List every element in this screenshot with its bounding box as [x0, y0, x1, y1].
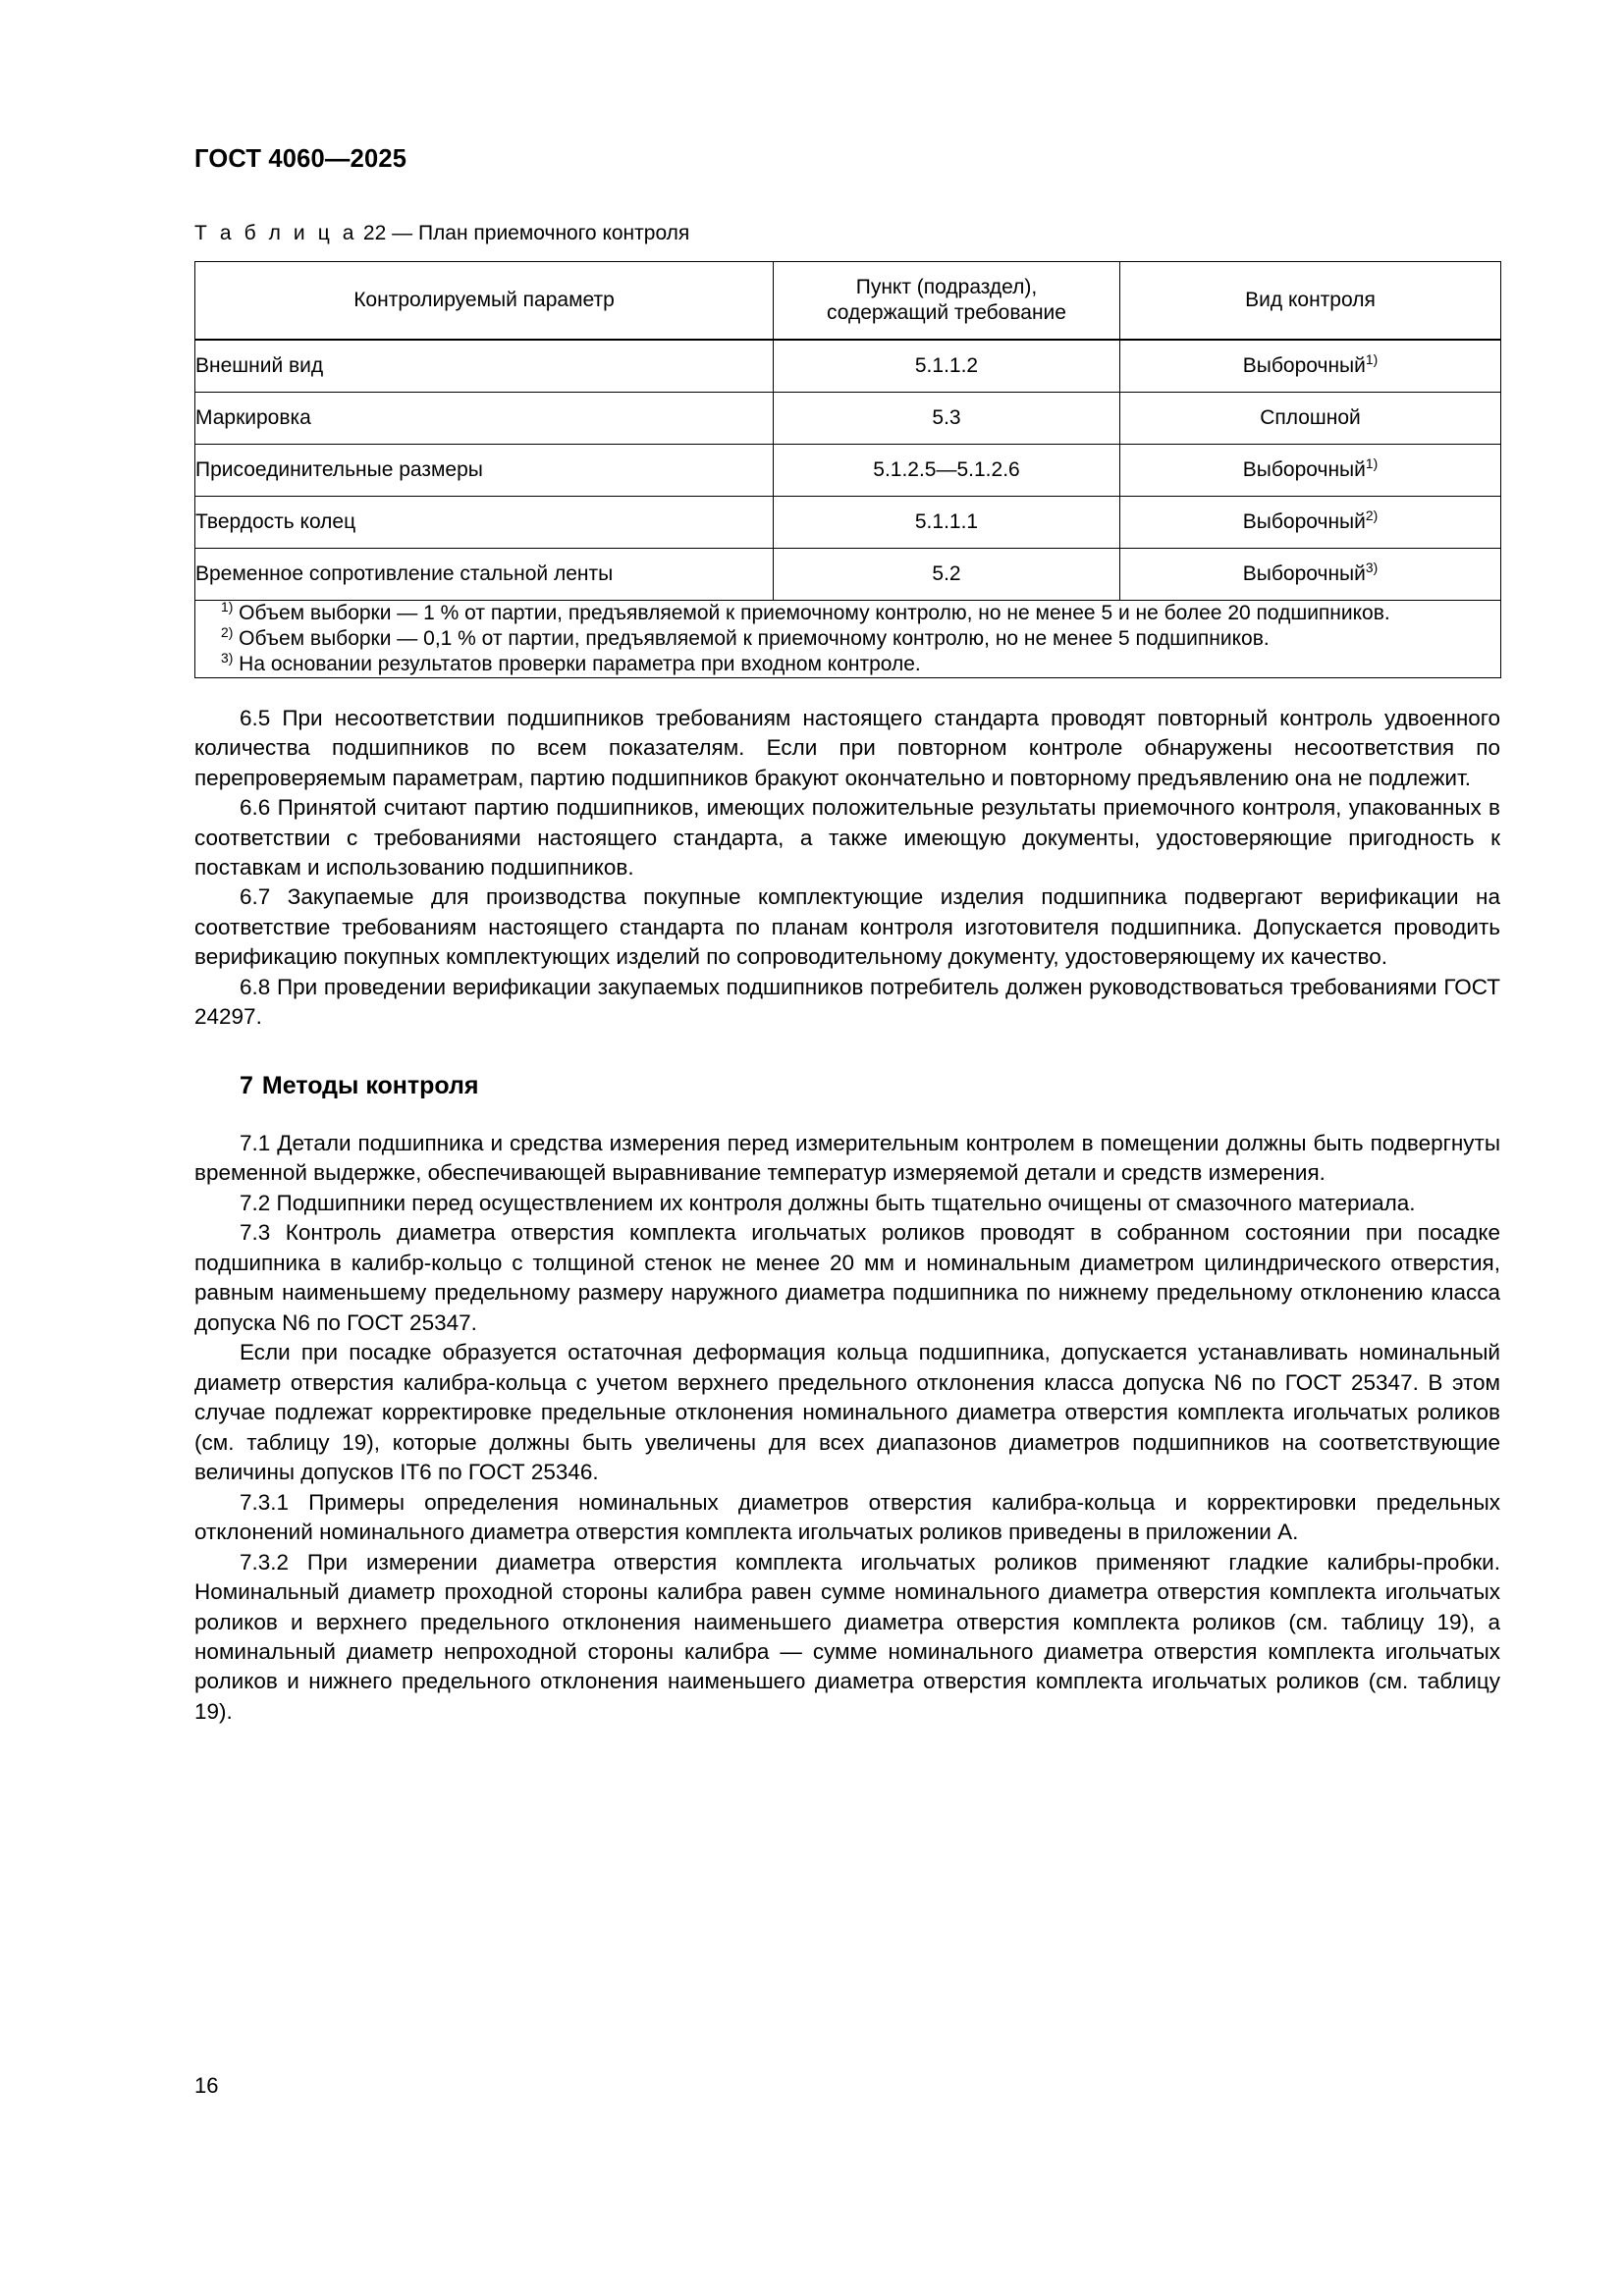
cell-kind	[1120, 340, 1501, 393]
footnote-ref: 2)	[1365, 507, 1379, 524]
cell-kind-text: Выборочный	[1242, 354, 1366, 378]
table-note-text: Объем выборки — 1 % от партии, предъявляемой к приемочному контролю, но не менее 5 и не более 20 подшипников.	[239, 602, 1390, 624]
body-text	[194, 704, 1500, 1728]
table-header-row	[195, 262, 1501, 341]
section-heading-7	[194, 1070, 1500, 1103]
page-number: 16	[194, 2073, 219, 2098]
paragraph-7-3-1: 7.3.1 Примеры определения номинальных диаметров отверстия калибра-кольца и корректировки предельных отклонений номинального диаметра отверстия комплекта игольчатых роликов приведены в приложении А.	[194, 1489, 1500, 1545]
acceptance-control-plan-table	[194, 261, 1501, 678]
section-number: 7	[240, 1071, 253, 1099]
cell-clause: 5.1.1.1	[774, 497, 1120, 549]
table-note	[195, 626, 1500, 651]
paragraph-7-3-2: 7.3.2 При измерении диаметра отверстия комплекта игольчатых роликов применяют гладкие калибры-пробки. Номинальный диаметр проходной стороны калибра равен сумме номинального диаметра отверстия комплекта игольчатых роликов и верхнего предельного отклонения наименьшего диаметра отверстия комплекта роликов (см. таблицу 19), а номинальный диаметр непроходной стороны калибра — сумме номинального диаметра отверстия комплекта игольчатых роликов и нижнего предельного отклонения наименьшего диаметра отверстия комплекта игольчатых роликов (см. таблицу 19).	[194, 1549, 1500, 1724]
column-header-clause-line2: содержащий требование	[827, 301, 1066, 324]
paragraph-7-3: 7.3 Контроль диаметра отверстия комплекта игольчатых роликов проводят в собранном состоянии при посадке подшипника в калибр-кольцо с толщиной стенок не менее 20 мм и номинальным диаметром цилиндрического отверстия, равным наименьшему предельному размеру наружного диаметра подшипника по нижнему предельному отклонению класса допуска N6 по ГОСТ 25347.	[194, 1220, 1500, 1335]
cell-kind	[1120, 445, 1501, 497]
table-caption-number: 22	[362, 222, 387, 244]
column-header-clause	[774, 262, 1120, 341]
table-note	[195, 652, 1500, 676]
cell-kind-text: Сплошной	[1260, 406, 1361, 430]
column-header-parameter: Контролируемый параметр	[195, 262, 774, 341]
footnote-ref: 1)	[1365, 455, 1379, 472]
cell-parameter: Временное сопротивление стальной ленты	[195, 549, 774, 601]
cell-kind-text: Выборочный	[1242, 562, 1366, 586]
paragraph-7-3-continued: Если при посадке образуется остаточная деформация кольца подшипника, допускается устанавливать номинальный диаметр отверстия калибра-кольца с учетом верхнего предельного отклонения класса допуска N6 по ГОСТ 25347. В этом случае подлежат корректировке предельные отклонения номинального диаметра отверстия комплекта игольчатых роликов (см. таблицу 19), которые должны быть увеличены для всех диапазонов диаметров подшипников на соответствующие величины допусков IT6 по ГОСТ 25346.	[194, 1340, 1500, 1485]
table-row	[195, 497, 1501, 549]
table-notes	[195, 601, 1501, 678]
cell-clause: 5.2	[774, 549, 1120, 601]
running-head: ГОСТ 4060—2025	[194, 145, 407, 173]
footnote-marker: 3)	[221, 650, 234, 667]
paragraph-6-8: 6.8 При проведении верификации закупаемых подшипников потребитель должен руководствоваться требованиями ГОСТ 24297.	[194, 974, 1500, 1030]
paragraph-6-5: 6.5 При несоответствии подшипников требованиям настоящего стандарта проводят повторный контроль удвоенного количества подшипников по всем показателям. Если при повторном контроле обнаружены несоответствия по перепроверяемым параметрам, партию подшипников бракуют окончательно и повторному предъявлению она не подлежит.	[194, 705, 1500, 790]
paragraph-7-1: 7.1 Детали подшипника и средства измерения перед измерительным контролем в помещении должны быть подвергнуты временной выдержке, обеспечивающей выравнивание температур измеряемой детали и средств измерения.	[194, 1130, 1500, 1186]
cell-kind	[1120, 549, 1501, 601]
cell-kind	[1120, 497, 1501, 549]
footnote-ref: 3)	[1365, 560, 1379, 576]
column-header-kind: Вид контроля	[1120, 262, 1501, 341]
table-note-text: На основании результатов проверки параметра при входном контроле.	[239, 653, 921, 676]
table-note-text: Объем выборки — 0,1 % от партии, предъявляемой к приемочному контролю, но не менее 5 подшипников.	[239, 627, 1270, 651]
table-row	[195, 393, 1501, 445]
page-content	[194, 222, 1500, 1727]
paragraph-7-2: 7.2 Подшипники перед осуществлением их контроля должны быть тщательно очищены от смазочного материала.	[240, 1190, 1416, 1215]
table-caption-dash: —	[392, 222, 413, 244]
cell-kind-text: Выборочный	[1242, 458, 1366, 482]
table-row	[195, 549, 1501, 601]
table-caption-title: План приемочного контроля	[417, 222, 690, 244]
cell-parameter: Присоединительные размеры	[195, 445, 774, 497]
cell-parameter: Внешний вид	[195, 340, 774, 393]
table-row	[195, 340, 1501, 393]
cell-clause: 5.3	[774, 393, 1120, 445]
table-caption	[194, 222, 1500, 245]
cell-kind	[1120, 393, 1501, 445]
cell-clause: 5.1.2.5—5.1.2.6	[774, 445, 1120, 497]
table-notes-row	[195, 601, 1501, 678]
table-caption-label: Т а б л и ц а	[194, 222, 358, 244]
footnote-ref: 1)	[1365, 351, 1379, 368]
table-row	[195, 445, 1501, 497]
paragraph-6-7: 6.7 Закупаемые для производства покупные комплектующие изделия подшипника подвергают верификации на соответствие требованиям настоящего стандарта по планам контроля изготовителя подшипника. Допускается проводить верификацию покупных комплектующих изделий по сопроводительному документу, удостоверяющему их качество.	[194, 884, 1500, 970]
paragraph-6-6: 6.6 Принятой считают партию подшипников, имеющих положительные результаты приемочного контроля, упакованных в соответствии с требованиями настоящего стандарта, а также имеющую документы, удостоверяющие пригодность к поставкам и использованию подшипников.	[194, 795, 1500, 880]
footnote-marker: 2)	[221, 624, 234, 641]
cell-kind-text: Выборочный	[1242, 510, 1366, 534]
footnote-marker: 1)	[221, 599, 234, 614]
cell-parameter: Маркировка	[195, 393, 774, 445]
cell-parameter: Твердость колец	[195, 497, 774, 549]
cell-clause: 5.1.1.2	[774, 340, 1120, 393]
section-title: Методы контроля	[261, 1071, 479, 1099]
table-note	[195, 601, 1500, 625]
column-header-clause-line1: Пункт (подраздел),	[855, 275, 1038, 298]
